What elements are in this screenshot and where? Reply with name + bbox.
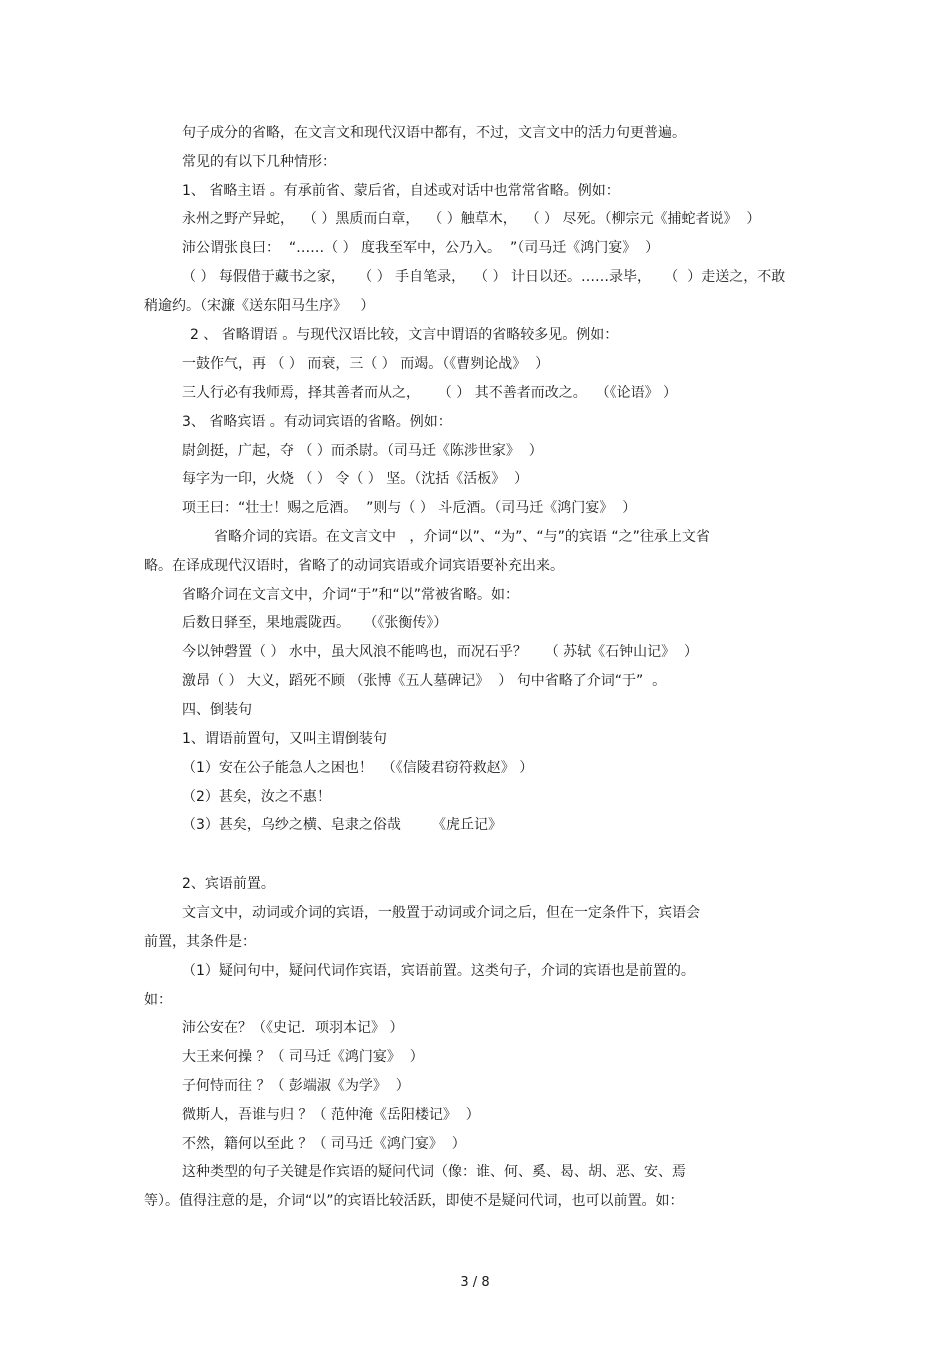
example-line: 每字为一印，火烧 （ ） 令（ ） 坚。（沈括《活板》 ） xyxy=(182,471,529,487)
example-line: （ ） 每假借于藏书之家， （ ） 手自笔录， （ ） 计日以还。……录毕， （ ）走送之，不敢 xyxy=(182,269,786,285)
paragraph-line: 文言文中，动词或介词的宾语，一般置于动词或介词之后，但在一定条件下，宾语会 xyxy=(182,905,700,921)
example-line: 不然，籍何以至此 ？（ 司马迁《鸿门宴》 ） xyxy=(182,1136,466,1152)
example-line: 三人行必有我师焉，择其善者而从之， （ ） 其不善者而改之。 （《论语》 ） xyxy=(182,385,678,401)
example-line: 今以钟磬置（ ） 水中，虽大风浪不能鸣也，而况石乎？ （ 苏轼《石钟山记》 ） xyxy=(182,644,699,660)
paragraph-line: 省略介词在文言文中，介词“于”和“以”常被省略。如： xyxy=(182,587,520,603)
subsection-heading: 1、谓语前置句，又叫主谓倒装句 xyxy=(182,731,387,747)
example-line: （1）安在公子能急人之困也！ （《信陵君窃符救赵》 ） xyxy=(182,760,534,776)
section-heading-omit-subject: 1、 省略主语 。有承前省、蒙后省，自述或对话中也常常省略。例如： xyxy=(182,183,620,199)
paragraph-line: 略。在译成现代汉语时，省略了的动词宾语或介词宾语要补充出来。 xyxy=(144,558,564,574)
paragraph-line: 句子成分的省略，在文言文和现代汉语中都有，不过，文言文中的活力句更普遍。 xyxy=(182,125,686,141)
paragraph-line: 这种类型的句子关键是作宾语的疑问代词（像：谁、何、奚、曷、胡、恶、安、焉 xyxy=(182,1164,686,1180)
paragraph-line: （1）疑问句中，疑问代词作宾语，宾语前置。这类句子，介词的宾语也是前置的。 xyxy=(182,963,695,979)
example-line: 子何恃而往 ？（ 彭端淑《为学》 ） xyxy=(182,1078,410,1094)
example-line: 激昂（ ） 大义，蹈死不顾 （张博《五人墓碑记》 ） 句中省略了介词“于” 。 xyxy=(182,673,667,689)
example-line: 后数日驿至，果地震陇西。 （《张衡传》） xyxy=(182,615,448,631)
example-line: 一鼓作气，再 （ ） 而衰，三（ ） 而竭。（《曹刿论战》 ） xyxy=(182,356,550,372)
page-number: 3 / 8 xyxy=(460,1275,490,1290)
example-line: 沛公谓张良曰： “……（ ） 度我至军中，公乃入。 ”（司马迁《鸿门宴》 ） xyxy=(182,240,660,256)
section-heading-inversion: 四、倒装句 xyxy=(182,702,252,718)
example-line: 永州之野产异蛇， （ ）黑质而白章， （ ）触草木， （ ） 尽死。（柳宗元《捕蛇者说》 ） xyxy=(182,211,761,227)
example-line: 稍逾约。（宋濂《送东阳马生序》 ） xyxy=(144,298,375,314)
example-line: 项王曰：“壮士！赐之卮酒。 ”则与（ ） 斗卮酒。（司马迁《鸿门宴》 ） xyxy=(182,500,637,516)
example-line: 大王来何操 ？（ 司马迁《鸿门宴》 ） xyxy=(182,1049,424,1065)
paragraph-line: 等）。值得注意的是，介词“以”的宾语比较活跃，即使不是疑问代词，也可以前置。如： xyxy=(144,1193,684,1209)
example-line: 沛公安在？（《史记．项羽本记》 ） xyxy=(182,1020,404,1036)
example-line: （3）甚矣，乌纱之横、皂隶之俗哉 《虎丘记》 xyxy=(182,817,503,833)
subsection-heading: 2、宾语前置。 xyxy=(182,876,275,892)
section-heading-omit-predicate: 2 、 省略谓语 。与现代汉语比较，文言中谓语的省略较多见。例如： xyxy=(190,327,619,343)
paragraph-line: 常见的有以下几种情形： xyxy=(182,154,336,170)
section-heading-omit-object: 3、 省略宾语 。有动词宾语的省略。例如： xyxy=(182,414,452,430)
example-line: （2）甚矣，汝之不惠！ xyxy=(182,789,331,805)
example-line: 尉剑挺，广起，夺 （ ）而杀尉。（司马迁《陈涉世家》 ） xyxy=(182,443,543,459)
paragraph-line: 前置，其条件是： xyxy=(144,934,256,950)
paragraph-line: 省略介词的宾语。在文言文中 ，介词“以”、“为”、“与”的宾语 “之”往承上文省 xyxy=(214,529,710,545)
example-line: 微斯人，吾谁与归 ？（ 范仲淹《岳阳楼记》 ） xyxy=(182,1107,480,1123)
paragraph-line: 如： xyxy=(144,992,172,1008)
